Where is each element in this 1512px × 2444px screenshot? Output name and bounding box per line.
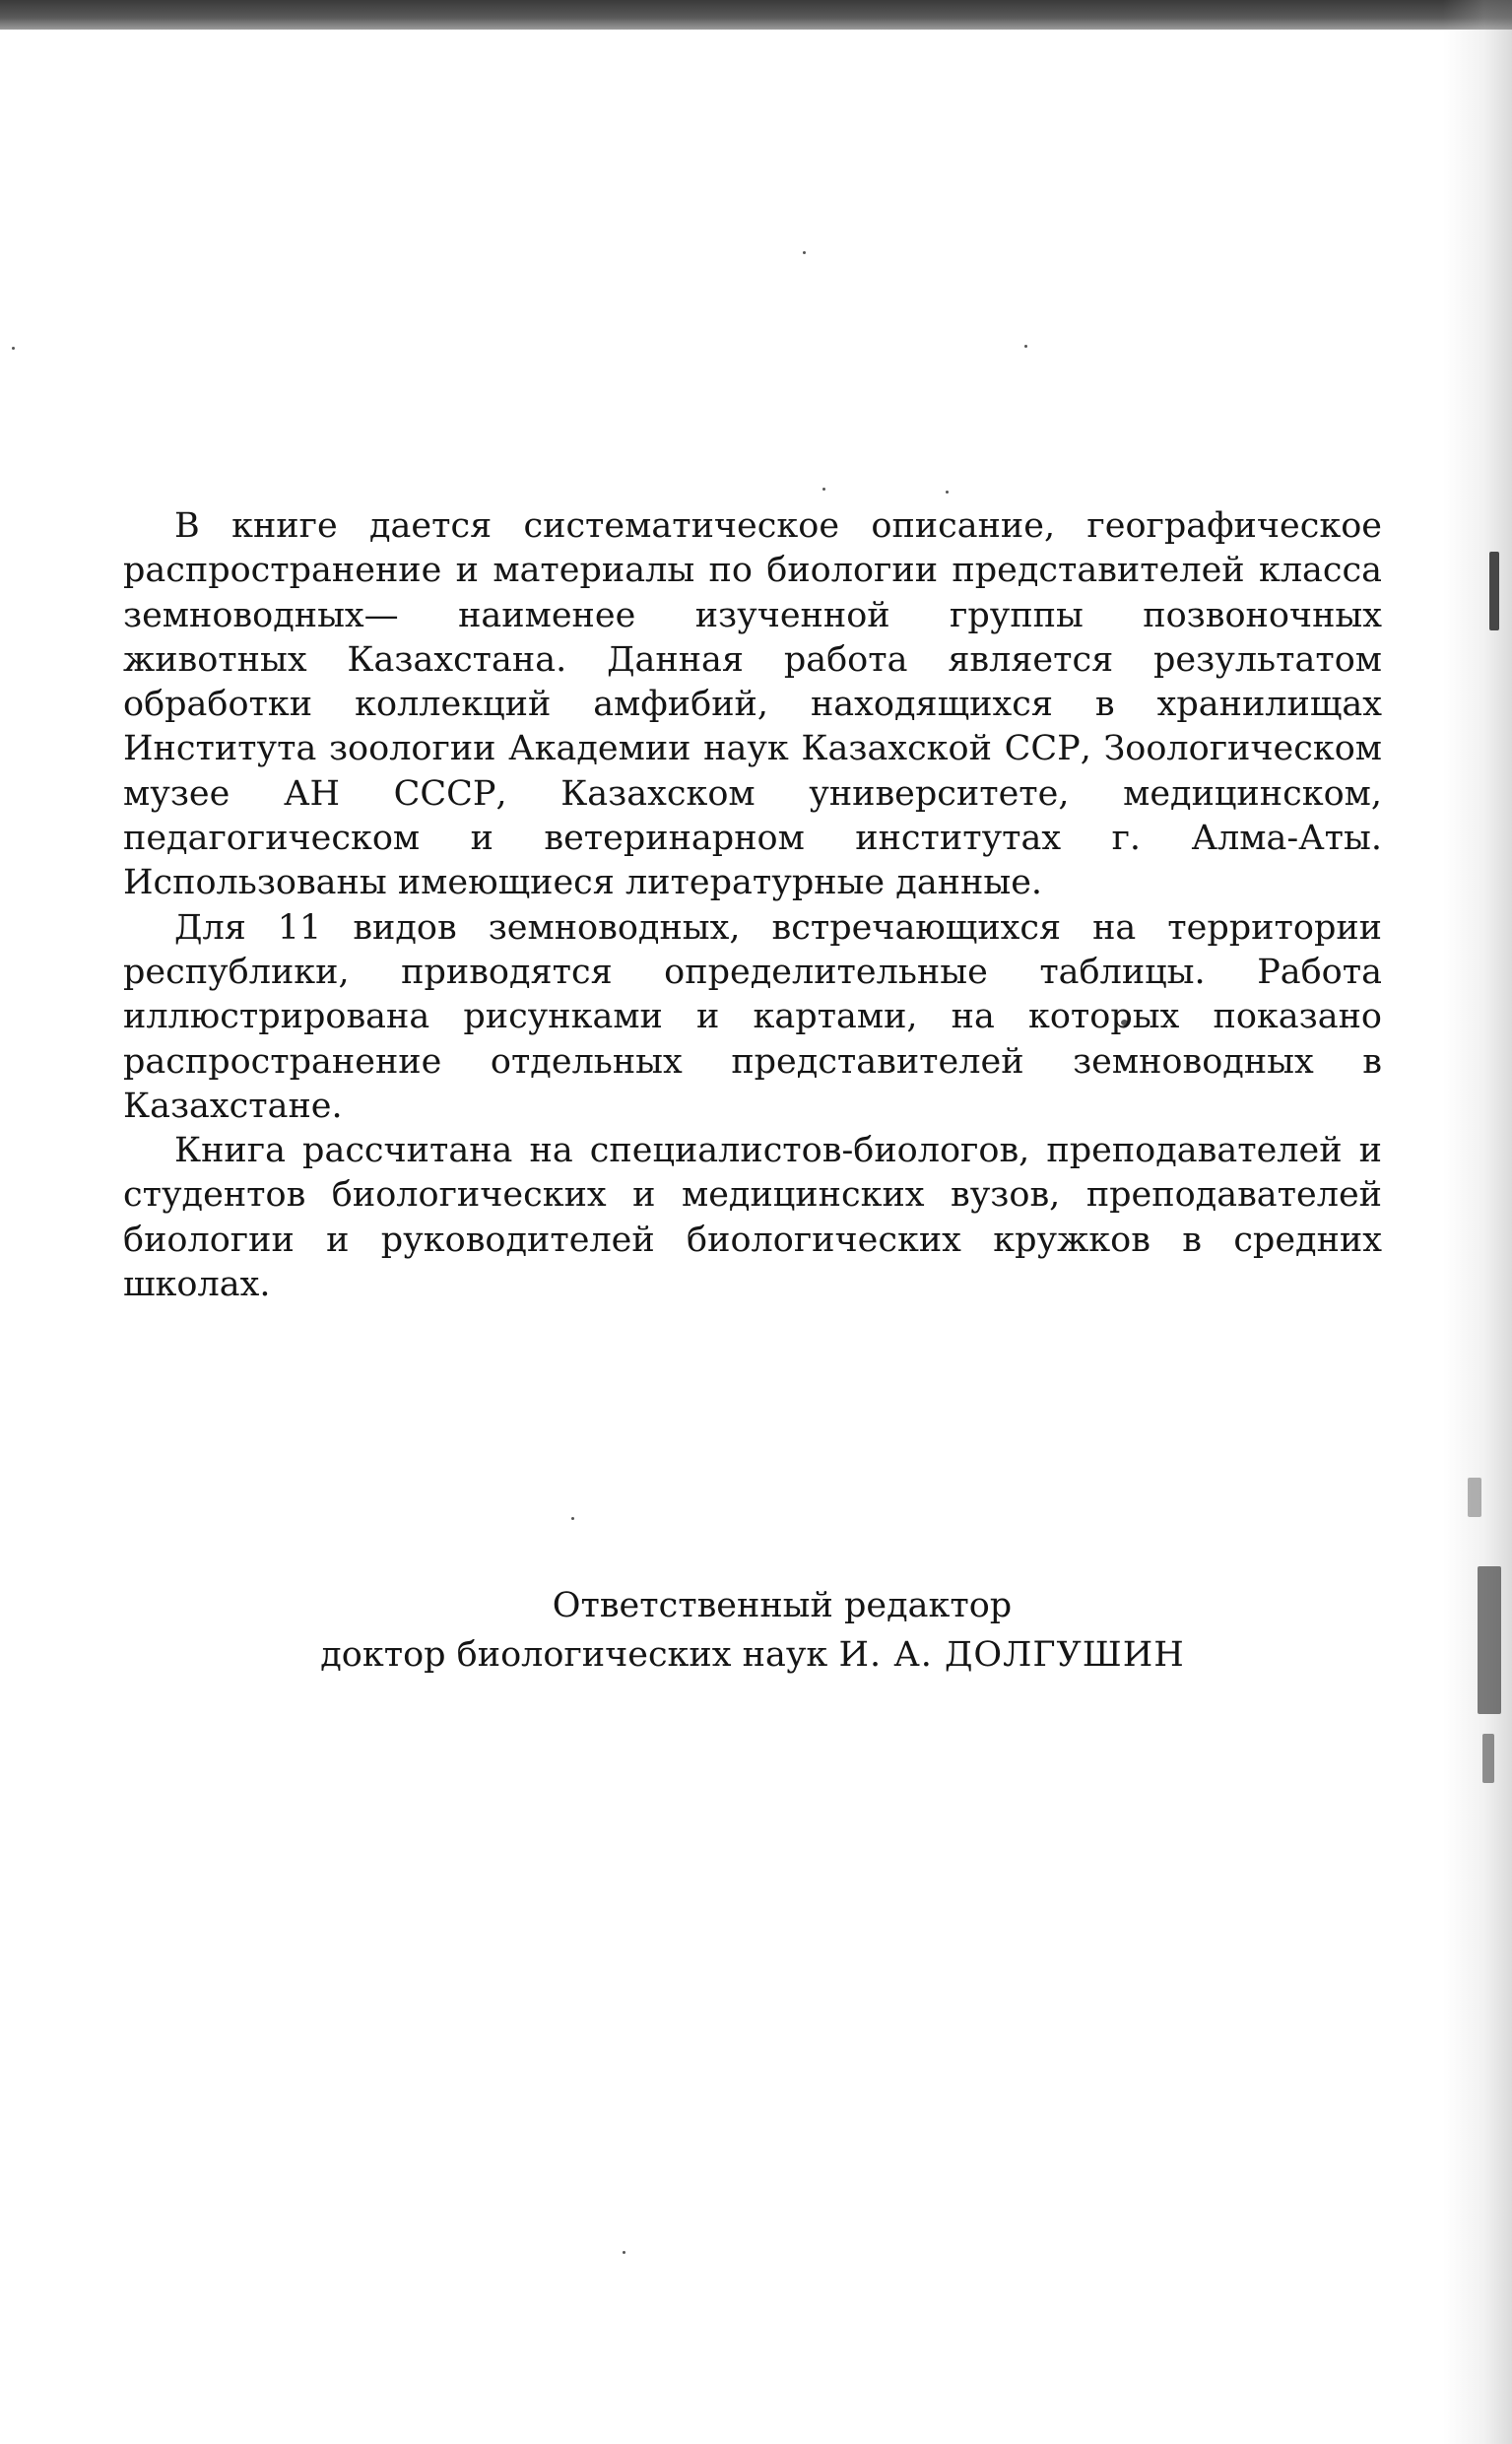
scan-edge-mark — [1478, 1566, 1501, 1714]
editor-role: Ответственный редактор — [552, 1586, 1013, 1625]
editor-name: И. А. ДОЛГУШИН — [838, 1635, 1185, 1675]
abstract-paragraph: Книга рассчитана на специалистов-биологов, преподавателей и студентов биологических и медицинских вузов, преподавателей биологии и руководителей биологических кружков в средних школах. — [123, 1131, 1382, 1305]
editor-credit — [123, 1581, 1382, 1680]
editor-degree: доктор биологических наук — [320, 1635, 828, 1675]
book-abstract — [123, 504, 1382, 1307]
scan-top-border — [0, 0, 1512, 30]
scan-right-edge-shadow — [1443, 0, 1512, 2444]
scan-speck — [571, 1517, 574, 1520]
scan-speck — [822, 488, 825, 491]
abstract-paragraph: Для 11 видов земноводных, встречающихся на территории республики, приводятся определительные таблицы. Работа иллюстрирована рисунками и картами, на которых показано распространение отдельных представителей земноводных в Казахстане. — [123, 907, 1382, 1126]
scan-speck — [803, 251, 806, 254]
scan-speck — [12, 347, 15, 350]
scan-edge-mark — [1468, 1478, 1481, 1517]
editor-line — [123, 1630, 1382, 1680]
scan-edge-mark — [1482, 1734, 1494, 1783]
scan-speck — [623, 2251, 625, 2254]
abstract-paragraph: В книге дается систематическое описание, географическое распространение и материалы по биологии представителей класса земноводных— наименее изученной группы позвоночных животных Казахстана. Данная работа является результатом обработки коллекций амфибий, находящихся в хранилищах Института зоологии Академии наук Казахской ССР, Зоологическом музее АН СССР, Казахском университете, медицинском, педагогическом и ветеринарном институтах г. Алма-Аты. Использованы имеющиеся литературные данные. — [123, 506, 1382, 903]
scan-speck — [1024, 345, 1027, 348]
scan-speck — [946, 491, 949, 494]
scan-edge-mark — [1489, 552, 1499, 630]
